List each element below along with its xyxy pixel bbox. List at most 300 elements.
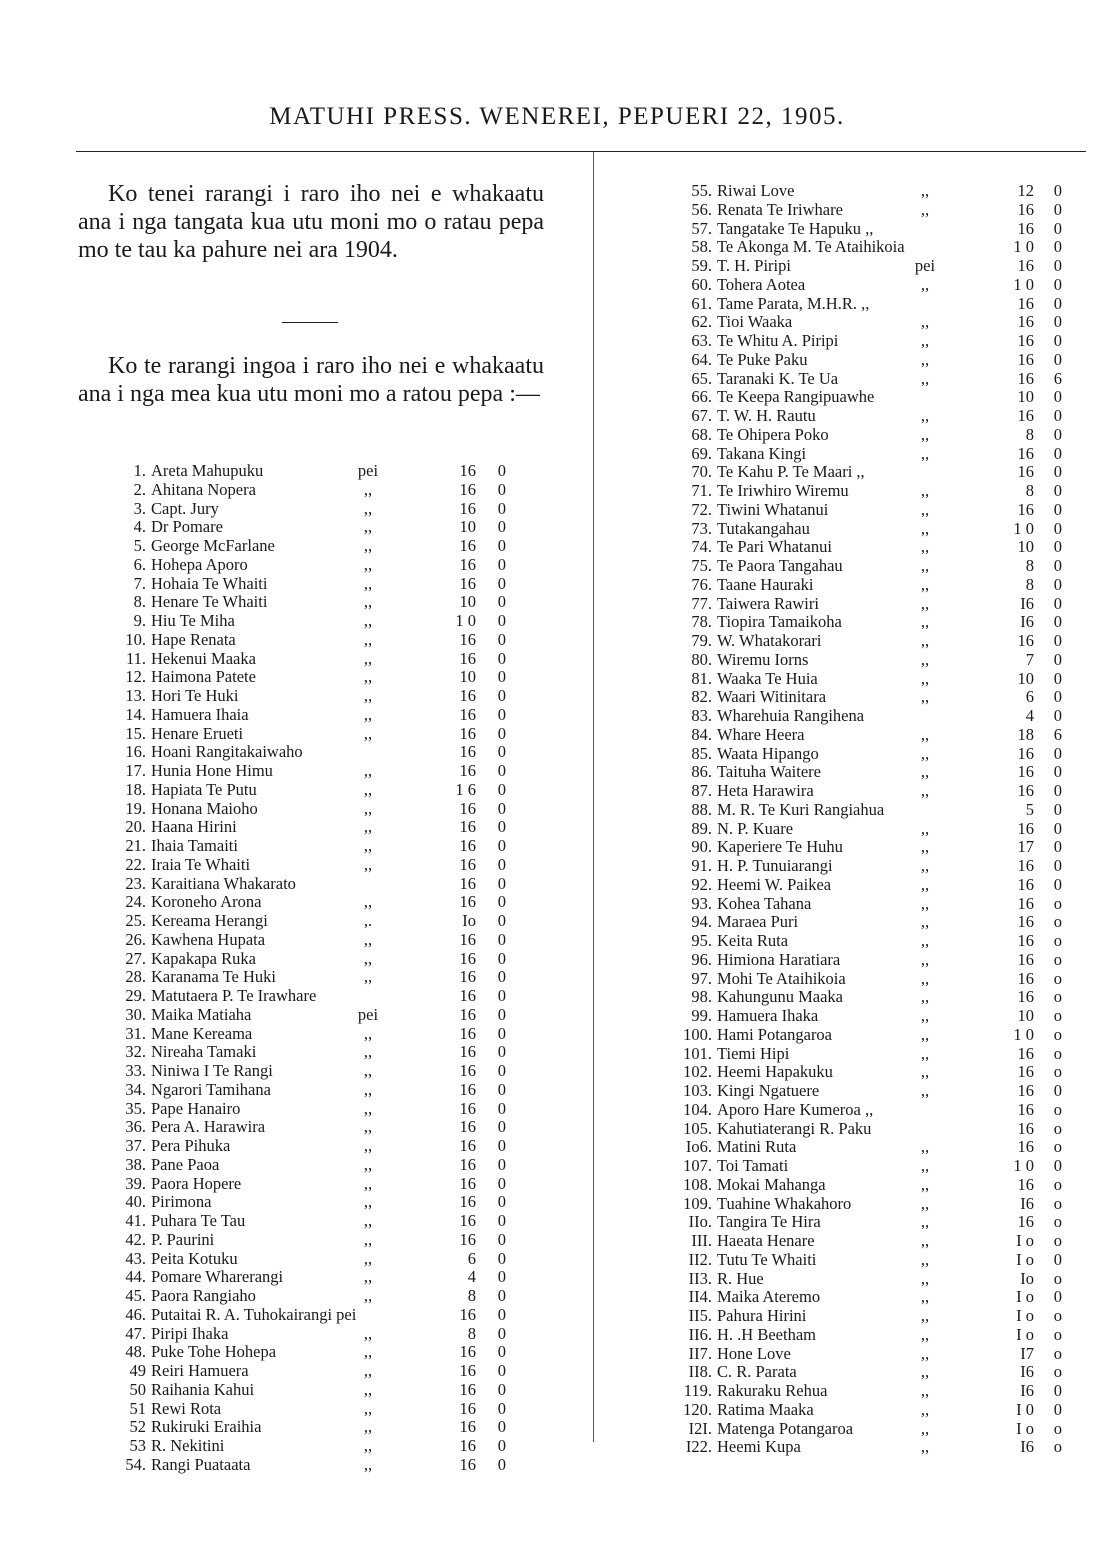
entry-pence: o: [1053, 1418, 1062, 1438]
entry-ditto: ,,: [363, 1079, 373, 1099]
entry-ditto: ,,: [363, 1023, 373, 1043]
entry-amount: 10: [1017, 387, 1034, 407]
entry-ditto: ,,: [920, 668, 930, 688]
entry-pence: 0: [497, 1211, 506, 1230]
entry-num: 40.: [125, 1192, 146, 1212]
entry-ditto: ,,: [363, 1454, 373, 1474]
entry-name: Te Puke Paku: [717, 349, 808, 369]
entry-ditto: ,,: [920, 499, 930, 519]
entry-amount: 16: [1017, 368, 1034, 388]
entry-name: Te Keepa Rangipuawhe: [717, 387, 875, 407]
entry-pence: 0: [497, 1454, 506, 1474]
entry-pence: 0: [1053, 1249, 1062, 1269]
entry-name: Whare Heera: [717, 724, 805, 744]
entry-name: Dr Pomare: [151, 517, 223, 537]
column-divider: [593, 152, 594, 1442]
entry-pence: 0: [1053, 743, 1062, 763]
entry-num: 92.: [691, 874, 712, 894]
entry-pence: 0: [1053, 612, 1062, 632]
entry-ditto: ,,: [920, 199, 930, 219]
entry-amount: 1 0: [1013, 1024, 1034, 1044]
entry-ditto: ,,: [920, 1381, 930, 1400]
entry-num: 65.: [691, 368, 712, 388]
entry-amount: 16: [1017, 1043, 1034, 1063]
entry-amount: I6: [1020, 612, 1034, 632]
entry-num: II5.: [688, 1306, 712, 1325]
entry-name: Keita Ruta: [717, 931, 789, 950]
entry-ditto: ,,: [363, 1361, 373, 1380]
entry-amount: 1 0: [1013, 1156, 1034, 1175]
entry-ditto: ,,: [920, 443, 930, 463]
entry-ditto: ,,: [363, 536, 373, 555]
entry-num: 120.: [683, 1399, 712, 1419]
entry-amount: 4: [1025, 706, 1034, 725]
entry-pence: 0: [497, 517, 506, 537]
entry-pence: 0: [497, 817, 506, 837]
entry-name: Pape Hanairo: [151, 1098, 241, 1118]
entry-pence: o: [1053, 1362, 1062, 1382]
entry-ditto: ,,: [363, 929, 373, 949]
entry-num: 84.: [691, 724, 712, 744]
entry-amount: 16: [459, 1211, 476, 1230]
entry-name: Hunia Hone Himu: [151, 761, 273, 780]
entry-amount: 16: [459, 1136, 476, 1155]
entry-amount: 16: [459, 967, 476, 987]
entry-ditto: ,,: [920, 274, 930, 294]
entry-pence: o: [1053, 1062, 1062, 1082]
entry-amount: 16: [1017, 331, 1034, 350]
entry-pence: 0: [1053, 593, 1062, 613]
entry-num: 82.: [691, 687, 712, 707]
entry-name: Kawhena Hupata: [151, 929, 266, 949]
entry-name: Matutaera P. Te Irawhare: [151, 986, 317, 1005]
entry-amount: 16: [459, 1304, 476, 1324]
entry-amount: 16: [459, 986, 476, 1005]
entry-amount: 16: [459, 686, 476, 705]
entry-ditto: ,,: [920, 349, 930, 369]
entry-amount: 16: [1017, 874, 1034, 894]
entry-ditto: ,,: [920, 1081, 930, 1100]
entry-name: Honana Maioho: [151, 798, 258, 818]
entry-amount: 16: [1017, 912, 1034, 932]
entry-ditto: ,,: [920, 724, 930, 744]
entry-amount: 16: [459, 873, 476, 893]
entry-ditto: ,,: [920, 687, 930, 707]
entry-pence: 0: [497, 573, 506, 593]
entry-pence: 0: [497, 723, 506, 743]
entry-amount: 10: [459, 667, 476, 687]
entry-amount: I6: [1020, 1381, 1034, 1400]
entry-name: Haeata Henare: [717, 1231, 815, 1250]
entry-num: 36.: [125, 1117, 146, 1137]
entry-ditto: ,,: [920, 781, 930, 800]
entry-pence: 0: [497, 854, 506, 874]
entry-ditto: ,,: [920, 312, 930, 332]
entry-ditto: ,,: [920, 481, 930, 500]
entry-ditto: ,,: [363, 836, 373, 855]
entry-name: Piripi Ihaka: [151, 1323, 229, 1343]
entry-name: Matini Ruta: [717, 1137, 797, 1157]
entry-amount: 6: [467, 1248, 476, 1268]
entry-ditto: pei: [914, 256, 936, 275]
entry-name: Hapiata Te Putu: [151, 779, 257, 799]
entry-num: 17.: [125, 761, 146, 780]
entry-ditto: ,,: [363, 817, 373, 837]
entry-amount: 16: [459, 929, 476, 949]
entry-ditto: ,,: [920, 1043, 930, 1063]
entry-num: 80.: [691, 649, 712, 669]
entry-amount: 5: [1025, 799, 1034, 819]
entry-amount: 16: [459, 1436, 476, 1455]
entry-pence: o: [1053, 1212, 1062, 1232]
entry-amount: 16: [459, 1229, 476, 1249]
entry-num: 99.: [691, 1006, 712, 1025]
entry-amount: 16: [1017, 349, 1034, 369]
entry-name: M. R. Te Kuri Rangiahua: [717, 799, 885, 819]
entry-ditto: ,,: [920, 1399, 930, 1419]
entry-name: Kaperiere Te Huhu: [717, 837, 843, 857]
entry-name: Renata Te Iriwhare: [717, 199, 843, 219]
entry-name: Wharehuia Rangihena: [717, 706, 865, 725]
entry-num: 19.: [125, 798, 146, 818]
entry-amount: 16: [1017, 199, 1034, 219]
entry-pence: 0: [497, 1436, 506, 1455]
entry-pence: 0: [1053, 406, 1062, 425]
entry-num: 97.: [691, 968, 712, 988]
entry-num: 108.: [683, 1174, 712, 1194]
entry-pence: o: [1053, 1437, 1062, 1457]
entry-pence: 0: [497, 1286, 506, 1305]
entry-name: Hamuera Ihaka: [717, 1006, 819, 1025]
entry-pence: 6: [1053, 724, 1062, 744]
entry-num: 31.: [125, 1023, 146, 1043]
entry-num: 71.: [691, 481, 712, 500]
entry-amount: 16: [459, 742, 476, 762]
entry-name: Henare Te Whaiti: [151, 592, 268, 612]
entry-amount: Io: [462, 911, 476, 930]
entry-pence: 0: [497, 461, 506, 480]
entry-ditto: ,,: [363, 779, 373, 799]
entry-ditto: ,,: [920, 949, 930, 969]
entry-amount: 16: [1017, 987, 1034, 1007]
entry-name: Hekenui Maaka: [151, 648, 256, 668]
entry-amount: 16: [1017, 968, 1034, 988]
entry-name: Heemi Kupa: [717, 1437, 801, 1457]
entry-name: George McFarlane: [151, 536, 275, 555]
entry-num: II4.: [688, 1287, 712, 1307]
entry-ditto: ,,: [920, 931, 930, 950]
entry-amount: 10: [1017, 668, 1034, 688]
entry-amount: 16: [1017, 949, 1034, 969]
entry-ditto: ,,: [920, 1249, 930, 1269]
entry-num: 61.: [691, 293, 712, 313]
entry-num: Io6.: [685, 1137, 712, 1157]
entry-amount: 18: [1017, 724, 1034, 744]
entry-num: 100.: [683, 1024, 712, 1044]
entry-amount: 10: [1017, 537, 1034, 557]
entry-name: Haana Hirini: [151, 817, 237, 837]
entry-name: Riwai Love: [717, 181, 795, 200]
entry-ditto: ,,: [363, 1136, 373, 1155]
entry-pence: 6: [1053, 368, 1062, 388]
entry-ditto: ,,: [363, 798, 373, 818]
entry-pence: 0: [497, 1061, 506, 1080]
entry-amount: 16: [459, 573, 476, 593]
entry-ditto: ,,: [920, 987, 930, 1007]
entry-pence: 0: [497, 536, 506, 555]
entry-ditto: ,,: [363, 479, 373, 499]
entry-num: 2.: [133, 479, 146, 499]
entry-ditto: ,,: [363, 1192, 373, 1212]
entry-name: Putaitai R. A. Tuhokairangi pei: [151, 1304, 357, 1324]
entry-name: Taane Hauraki: [717, 574, 814, 594]
entry-name: Himiona Haratiara: [717, 949, 841, 969]
entry-pence: 0: [1053, 481, 1062, 500]
entry-name: C. R. Parata: [717, 1362, 797, 1382]
intro-paragraph-2: Ko te rarangi ingoa i raro iho nei e whakaatu ana i nga mea kua utu moni mo a ratou pepa :—: [78, 353, 544, 407]
entry-pence: 0: [1053, 856, 1062, 875]
entry-amount: I7: [1020, 1343, 1034, 1363]
entry-amount: 16: [1017, 893, 1034, 913]
entry-amount: 8: [467, 1323, 476, 1343]
entry-name: Heemi Hapakuku: [717, 1062, 833, 1082]
entry-pence: 0: [1053, 1156, 1062, 1175]
entry-pence: 0: [497, 667, 506, 687]
entry-name: Waata Hipango: [717, 743, 819, 763]
entry-amount: 16: [459, 1023, 476, 1043]
entry-pence: o: [1053, 893, 1062, 913]
entry-name: Hoani Rangitakaiwaho: [151, 742, 303, 762]
entry-num: 96.: [691, 949, 712, 969]
entry-num: 13.: [125, 686, 146, 705]
entry-name: Mohi Te Ataihikoia: [717, 968, 846, 988]
entry-num: 25.: [125, 911, 146, 930]
entry-amount: 16: [1017, 462, 1034, 482]
entry-pence: 0: [497, 1323, 506, 1343]
entry-amount: I o: [1016, 1249, 1034, 1269]
entry-pence: 0: [497, 1023, 506, 1043]
entry-name: Taituha Waitere: [717, 762, 821, 782]
entry-amount: 16: [1017, 218, 1034, 238]
entry-amount: 16: [1017, 256, 1034, 275]
entry-num: 24.: [125, 892, 146, 912]
entry-num: 86.: [691, 762, 712, 782]
entry-num: 11.: [125, 648, 146, 668]
entry-name: Pomare Wharerangi: [151, 1267, 284, 1287]
entry-pence: 0: [497, 704, 506, 724]
entry-ditto: ,,: [920, 743, 930, 763]
entry-num: III.: [691, 1231, 712, 1250]
entry-ditto: ,,: [920, 593, 930, 613]
entry-amount: 1 6: [455, 779, 476, 799]
entry-num: 33.: [125, 1061, 146, 1080]
entry-num: 85.: [691, 743, 712, 763]
entry-num: II7.: [688, 1343, 712, 1363]
entry-ditto: ,,: [363, 1323, 373, 1343]
entry-pence: 0: [497, 1342, 506, 1362]
entry-name: Ratima Maaka: [717, 1399, 814, 1419]
entry-name: Kingi Ngatuere: [717, 1081, 820, 1100]
entry-pence: o: [1053, 949, 1062, 969]
entry-name: Hamuera Ihaia: [151, 704, 249, 724]
entry-ditto: ,,: [920, 968, 930, 988]
entry-name: Tangira Te Hira: [717, 1212, 821, 1232]
entry-amount: 16: [1017, 1099, 1034, 1119]
entry-ditto: ,,: [920, 893, 930, 913]
entry-num: 15.: [125, 723, 146, 743]
entry-pence: 0: [1053, 293, 1062, 313]
entry-pence: 0: [497, 948, 506, 968]
entry-name: Mane Kereama: [151, 1023, 253, 1043]
entry-num: 81.: [691, 668, 712, 688]
entry-ditto: pei: [357, 1004, 379, 1024]
entry-num: 32.: [125, 1042, 146, 1062]
entry-num: 74.: [691, 537, 712, 557]
entry-ditto: ,,: [920, 856, 930, 875]
entry-num: 57.: [691, 218, 712, 238]
entry-ditto: ,,: [363, 1042, 373, 1062]
entry-pence: 0: [1053, 762, 1062, 782]
entry-ditto: ,,: [920, 649, 930, 669]
entry-num: 6.: [133, 554, 146, 574]
entry-name: Reiri Hamuera: [151, 1361, 249, 1380]
entry-ditto: ,,: [363, 948, 373, 968]
entry-num: 50: [129, 1379, 146, 1399]
entry-pence: 0: [1053, 799, 1062, 819]
entry-name: Iraia Te Whaiti: [151, 854, 251, 874]
entry-amount: 16: [1017, 406, 1034, 425]
entry-num: 49: [129, 1361, 146, 1380]
entry-num: 73.: [691, 518, 712, 538]
entry-ditto: ,,: [920, 1324, 930, 1344]
entry-num: 45.: [125, 1286, 146, 1305]
entry-amount: 10: [459, 517, 476, 537]
entry-num: 38.: [125, 1154, 146, 1174]
entry-ditto: ,,: [363, 704, 373, 724]
entry-amount: 8: [1025, 556, 1034, 575]
entry-amount: 16: [1017, 1174, 1034, 1194]
entry-ditto: ,,: [920, 1418, 930, 1438]
entry-amount: 16: [459, 948, 476, 968]
entry-name: Pirimona: [151, 1192, 212, 1212]
entry-pence: 0: [497, 1154, 506, 1174]
entry-pence: 0: [497, 1417, 506, 1437]
entry-num: 101.: [683, 1043, 712, 1063]
entry-pence: 0: [497, 592, 506, 612]
entry-num: 62.: [691, 312, 712, 332]
entry-pence: o: [1053, 1231, 1062, 1250]
entry-name: Ihaia Tamaiti: [151, 836, 238, 855]
entry-amount: 10: [1017, 1006, 1034, 1025]
entry-ditto: ,,: [363, 554, 373, 574]
entry-ditto: ,,: [920, 368, 930, 388]
entry-amount: I6: [1020, 1437, 1034, 1457]
entry-num: 83.: [691, 706, 712, 725]
entry-ditto: pei: [357, 461, 379, 480]
entry-ditto: ,,: [363, 1229, 373, 1249]
entry-pence: 0: [1053, 256, 1062, 275]
intro-paragraph-1: Ko tenei rarangi i raro iho nei e whakaatu ana i nga tangata kua utu moni mo o ratau pepa mo te tau ka pahure nei ara 1904.: [78, 181, 544, 263]
entry-amount: 16: [459, 1417, 476, 1437]
entry-pence: 0: [1053, 1381, 1062, 1400]
entry-ditto: ,,: [920, 612, 930, 632]
entry-num: 88.: [691, 799, 712, 819]
entry-amount: 16: [459, 817, 476, 837]
entry-num: 70.: [691, 462, 712, 482]
entry-ditto: ,,: [363, 1117, 373, 1137]
entry-pence: 0: [1053, 781, 1062, 800]
entry-num: 21.: [125, 836, 146, 855]
entry-pence: o: [1053, 931, 1062, 950]
entry-num: 12.: [125, 667, 146, 687]
entry-name: Toi Tamati: [717, 1156, 789, 1175]
entry-pence: 0: [1053, 462, 1062, 482]
entry-name: Haimona Patete: [151, 667, 256, 687]
entry-amount: 16: [459, 1079, 476, 1099]
entry-pence: 0: [1053, 218, 1062, 238]
entry-amount: 16: [459, 554, 476, 574]
entry-ditto: ,,: [920, 424, 930, 444]
entry-amount: 12: [1017, 181, 1034, 200]
entry-name: Hori Te Huki: [151, 686, 239, 705]
entry-num: 72.: [691, 499, 712, 519]
entry-name: H. .H Beetham: [717, 1324, 816, 1344]
entry-pence: 0: [1053, 631, 1062, 650]
entry-ditto: ,,: [920, 1268, 930, 1288]
entry-num: 30.: [125, 1004, 146, 1024]
entry-num: 107.: [683, 1156, 712, 1175]
entry-name: Mokai Mahanga: [717, 1174, 826, 1194]
entry-num: 48.: [125, 1342, 146, 1362]
entry-num: 55.: [691, 181, 712, 200]
entry-num: 94.: [691, 912, 712, 932]
entry-name: Tiemi Hipi: [717, 1043, 790, 1063]
entry-num: 20.: [125, 817, 146, 837]
entry-ditto: ,,: [920, 1174, 930, 1194]
entry-num: 67.: [691, 406, 712, 425]
entry-amount: 16: [1017, 818, 1034, 838]
entry-amount: 16: [459, 1117, 476, 1137]
entry-name: Hohepa Aporo: [151, 554, 248, 574]
entry-pence: 0: [1053, 237, 1062, 257]
entry-pence: o: [1053, 1306, 1062, 1325]
entry-num: 37.: [125, 1136, 146, 1155]
entry-name: Henare Erueti: [151, 723, 244, 743]
entry-ditto: ,,: [920, 1362, 930, 1382]
entry-pence: 0: [497, 986, 506, 1005]
entry-num: 23.: [125, 873, 146, 893]
entry-amount: 16: [459, 854, 476, 874]
entry-num: 79.: [691, 631, 712, 650]
entry-pence: 0: [497, 1248, 506, 1268]
entry-pence: 0: [497, 892, 506, 912]
entry-pence: 0: [1053, 312, 1062, 332]
entry-name: Tioi Waaka: [717, 312, 793, 332]
entry-pence: 0: [1053, 574, 1062, 594]
entry-num: 43.: [125, 1248, 146, 1268]
entry-name: Te Pari Whatanui: [717, 537, 832, 557]
entry-ditto: ,,: [920, 1212, 930, 1232]
entry-num: 27.: [125, 948, 146, 968]
entry-ditto: ,,: [920, 181, 930, 200]
entry-name: Nireaha Tamaki: [151, 1042, 257, 1062]
entry-name: Tiwini Whatanui: [717, 499, 829, 519]
entry-num: 90.: [691, 837, 712, 857]
entry-pence: 0: [497, 554, 506, 574]
entry-name: Pahura Hirini: [717, 1306, 807, 1325]
entry-pence: 0: [497, 1079, 506, 1099]
entry-ditto: ,,: [363, 611, 373, 630]
